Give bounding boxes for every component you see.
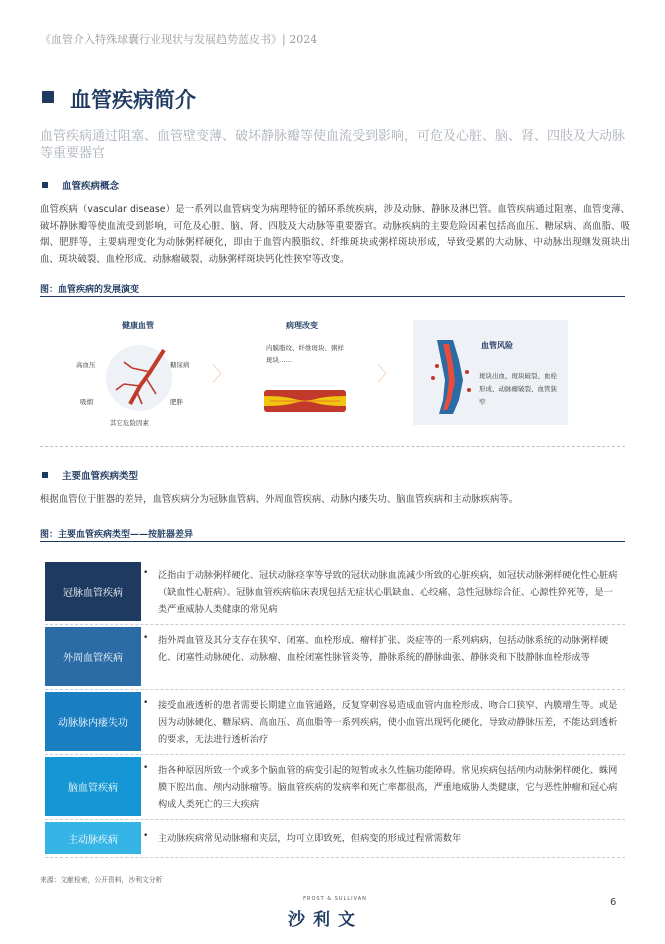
bullet: • [143, 633, 149, 643]
figure2-divider [40, 541, 625, 542]
figure2-title: 图：主要血管疾病类型——按脏器差异 [40, 530, 194, 540]
bullet: • [143, 568, 149, 578]
label-smoking: 吸烟 [80, 398, 93, 406]
section-square-icon [42, 182, 48, 188]
row-divider [45, 754, 625, 755]
row-text-av-fistula: 接受血液透析的患者需要长期建立血管通路，反复穿刺容易造成血管内血栓形成、吻合口狭窄、内膜增生等。或是因为动脉硬化、糖尿病、高血压、高血脂等一系列疾病，使小血管出现钙化硬化，导致动静脉压差，不能达到透析的要求，无法进行透析治疗 [158, 700, 618, 745]
page-subtitle: 血管疾病通过阻塞、血管壁变薄、破坏静脉瓣等使血流受到影响，可危及心脏、脑、肾、四肢及大动脉等重要器官 [40, 129, 626, 161]
document-header: 《血管介入特殊球囊行业现状与发展趋势蓝皮书》| 2024 [40, 33, 318, 46]
section1-text: 血管疾病（vascular disease）是一系列以血管病变为病理特征的循环系统疾病，涉及动脉、静脉及淋巴管。血管疾病通过阻塞、血管变薄、破坏静脉瓣等使血流受到影响，可危及心脏、脑、肾、四肢及大动脉等重要器官。动脉疾病的主要危险因素包括高血压、糖尿病、高血脂、吸烟、肥胖等，主要病理变化为动脉粥样硬化，即由于血管内膜脂纹、纤维斑块或粥样斑块形成，导致受累的大动脉、中动脉出现继发斑块出血、斑块破裂、血栓形成、动脉瘤破裂、动脉粥样斑块钙化性狭窄等改变。 [40, 204, 630, 265]
section-square-icon [42, 472, 48, 478]
panel-healthy-vessel [74, 318, 202, 433]
brand-en: FROST & SULLIVAN [303, 896, 367, 902]
brand-logo: 沙利文 [288, 910, 363, 930]
row-label-av-fistula: 动脉脉内瘘失功 [45, 692, 141, 751]
row-text-peripheral: 指外周血管及其分支存在狭窄、闭塞、血栓形成、瘤样扩张、炎症等的一系列病病，包括动脉系统的动脉粥样硬化、闭塞性动脉硬化、动脉瘤、血栓闭塞性脉管炎等，静脉系统的静脉曲张、静脉炎和下肢静脉血栓形成等 [158, 635, 609, 663]
panel3-text: 斑块出血、斑块破裂、血栓形成、动脉瘤破裂、血管狭窄 [479, 372, 557, 406]
figure1-title: 图：血管疾病的发展演变 [40, 285, 140, 295]
row-divider [45, 689, 625, 690]
bullet: • [143, 763, 149, 773]
row-label-peripheral: 外周血管疾病 [45, 627, 141, 686]
section2-title: 主要血管疾病类型 [62, 471, 139, 482]
figure1-divider [40, 296, 625, 297]
bullet: • [143, 831, 149, 841]
row-divider [45, 819, 625, 820]
source-note: 来源：文献检索，公开资料，沙利文分析 [40, 876, 163, 884]
row-text-aortic: 主动脉疾病常见动脉瘤和夹层，均可立即致死，但病变的形成过程常需数年 [158, 833, 462, 844]
panel-vascular-risk [413, 320, 568, 425]
figure1-bottom-divider [40, 446, 625, 447]
panel2-text: 内膜脂纹、纤维斑块、粥样斑块…… [266, 344, 344, 364]
row-label-aortic: 主动脉疾病 [45, 822, 141, 854]
damaged-vessel-illustration [423, 338, 475, 416]
row-text-cerebrovascular: 指各种原因所致一个或多个脑血管的病变引起的短暂或永久性脑功能障碍。常见疾病包括颅内动脉粥样硬化、蛛网膜下腔出血、颅内动脉瘤等。脑血管疾病的发病率和死亡率都很高，严重地威胁人类健康，它与恶性肿瘤和冠心病构成人类死亡的三大疾病 [158, 765, 618, 810]
section2-text: 根据血管位于脏器的差异，血管疾病分为冠脉血管病、外周血管疾病、动脉内瘘失功、脑血管疾病和主动脉疾病等。 [40, 494, 519, 505]
panel2-title: 病理改变 [286, 321, 318, 330]
row-divider [45, 857, 625, 858]
arrow-icon: 〉 [212, 362, 232, 386]
label-diabetes: 糖尿病 [170, 361, 190, 369]
label-other-risks: 其它危险因素 [110, 419, 149, 427]
panel1-title: 健康血管 [122, 321, 154, 330]
page-number: 6 [610, 897, 617, 908]
plaque-vessel-illustration [264, 388, 346, 414]
panel3-title: 血管风险 [481, 341, 513, 350]
arrow-icon: 〉 [377, 362, 397, 386]
bullet: • [143, 698, 149, 708]
row-label-coronary: 冠脉血管疾病 [45, 562, 141, 621]
panel-pathology [244, 318, 360, 426]
title-square-icon [42, 91, 54, 103]
page-title: 血管疾病简介 [70, 87, 196, 112]
label-hypertension: 高血压 [76, 361, 96, 369]
row-label-cerebrovascular: 脑血管疾病 [45, 757, 141, 816]
label-obesity: 肥胖 [170, 398, 183, 406]
section1-title: 血管疾病概念 [62, 181, 120, 192]
vessel-illustration [94, 338, 184, 418]
row-text-coronary: 泛指由于动脉粥样硬化、冠状动脉痉挛等导致的冠状动脉血流减少所致的心脏疾病，如冠状动脉粥样硬化性心脏病（缺血性心脏病）。冠脉血管疾病临床表现包括无症状心肌缺血、心绞痛、急性冠脉综合征、心源性猝死等，是一类严重威胁人类健康的常见病 [158, 570, 618, 615]
row-divider [45, 624, 625, 625]
